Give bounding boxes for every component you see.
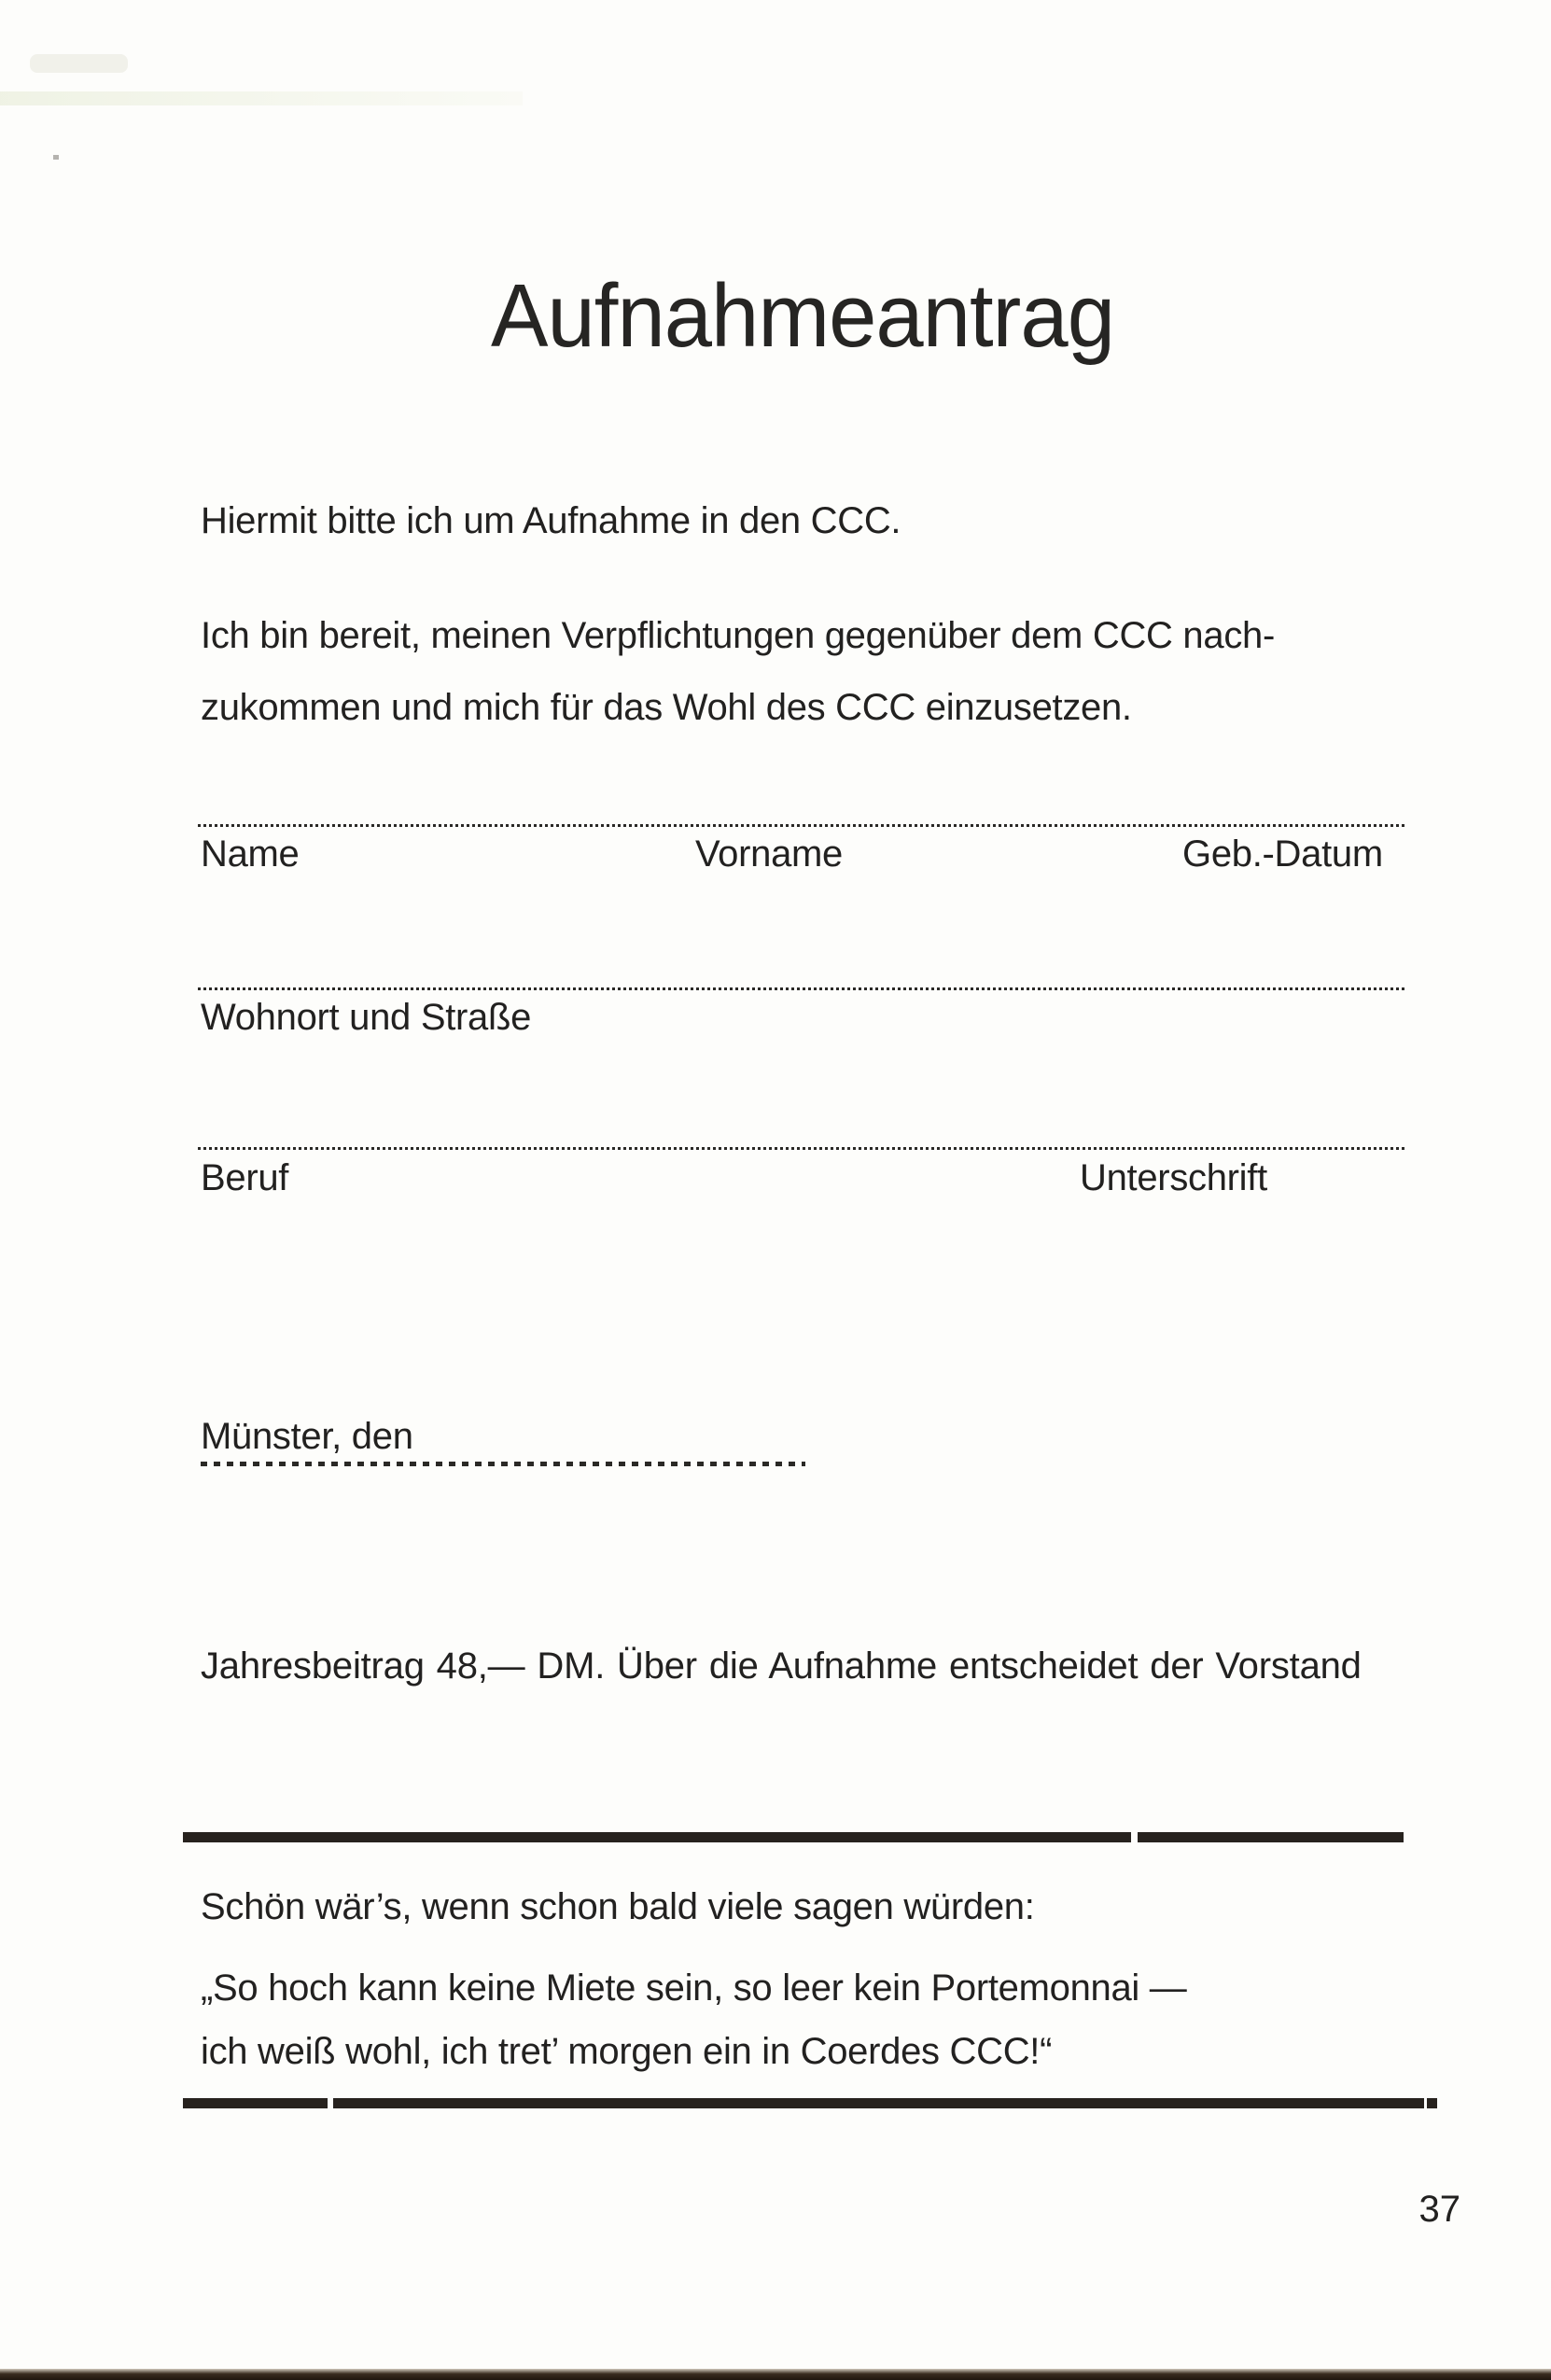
scan-smudge-artifact bbox=[30, 54, 128, 73]
field-label-wohnort: Wohnort und Straße bbox=[201, 997, 532, 1038]
field-label-geb-datum: Geb.-Datum bbox=[1182, 833, 1383, 875]
pledge-paragraph bbox=[201, 600, 1275, 744]
field-label-vorname: Vorname bbox=[695, 833, 843, 875]
slogan-quote-line-2: ich weiß wohl, ich tret’ morgen ein in Coerdes CCC!“ bbox=[201, 2031, 1053, 2072]
intro-text: Hiermit bitte ich um Aufnahme in den CCC. bbox=[201, 500, 901, 541]
dotted-fill-line-date bbox=[201, 1462, 805, 1466]
field-label-beruf: Beruf bbox=[201, 1157, 289, 1198]
slogan-quote-line-1: „So hoch kann keine Miete sein, so leer kein Portemonnai — bbox=[201, 1967, 1187, 2009]
dotted-fill-line-beruf-row bbox=[198, 1146, 1407, 1150]
scan-streak-artifact bbox=[0, 91, 523, 105]
field-label-place-date: Münster, den bbox=[201, 1416, 413, 1457]
page-title: Aufnahmeantrag bbox=[490, 266, 1114, 366]
field-label-name: Name bbox=[201, 833, 300, 875]
fee-note-text: Jahresbeitrag 48,— DM. Über die Aufnahme entscheidet der Vorstand bbox=[201, 1645, 1362, 1687]
scan-bottom-edge-artifact bbox=[0, 2369, 1551, 2380]
slogan-quote bbox=[201, 1956, 1187, 2083]
pledge-line-1: Ich bin bereit, meinen Verpflichtungen gegenüber dem CCC nach- bbox=[201, 615, 1275, 656]
dotted-fill-line-address-row bbox=[198, 987, 1407, 990]
pledge-line-2: zukommen und mich für das Wohl des CCC einzusetzen. bbox=[201, 687, 1132, 728]
field-label-unterschrift: Unterschrift bbox=[1080, 1157, 1267, 1198]
slogan-intro-text: Schön wär’s, wenn schon bald viele sagen würden: bbox=[201, 1886, 1035, 1927]
dotted-fill-line-name-row bbox=[198, 823, 1407, 827]
page-number: 37 bbox=[1418, 2189, 1460, 2230]
scan-speck-artifact bbox=[53, 155, 59, 160]
horizontal-rule-bottom bbox=[183, 2098, 1437, 2108]
horizontal-rule-top bbox=[183, 1832, 1404, 1842]
